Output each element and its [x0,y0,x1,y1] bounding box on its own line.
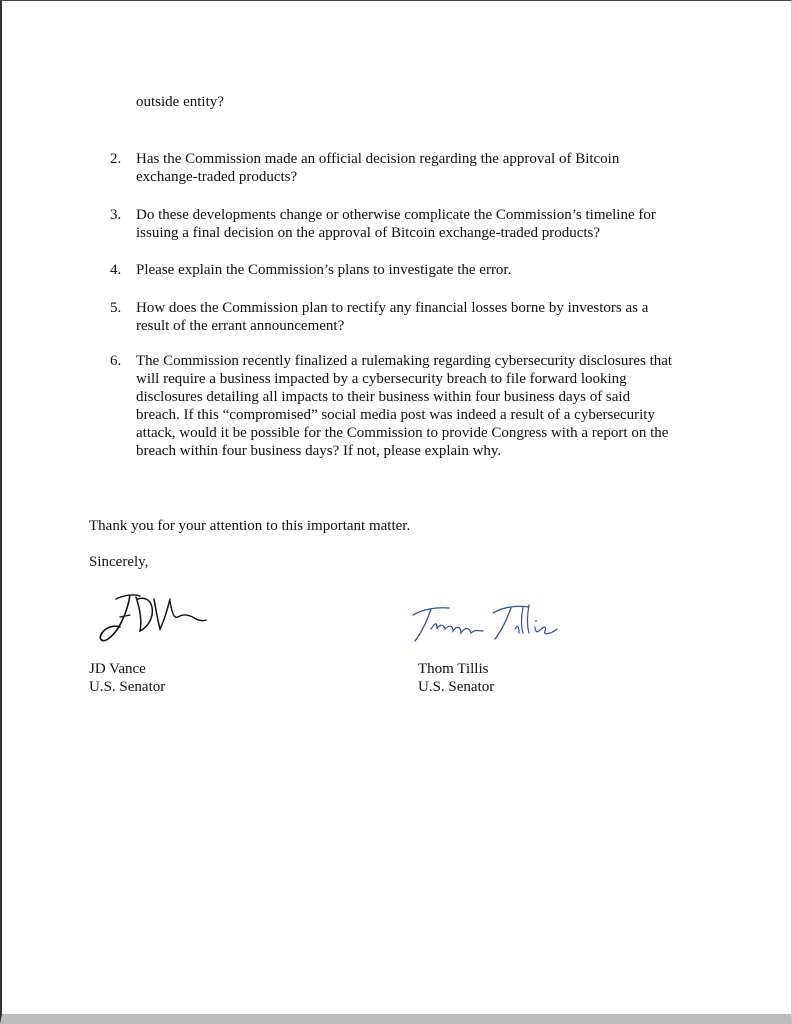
question-line: breach within four business days? If not, please explain why. [136,443,502,459]
question-line: breach. If this “compromised” social media post was indeed a result of a cybersecurity [136,407,655,423]
closing-text: Thank you for your attention to this important matter. [89,518,411,534]
question-text [136,299,701,335]
question-line: attack, would it be possible for the Commission to provide Congress with a report on the [136,425,669,441]
question-line: How does the Commission plan to rectify any financial losses borne by investors as a [136,300,649,316]
question-number: 5. [110,300,122,316]
question-line: disclosures detailing all impacts to their business within four business days of said [136,389,631,405]
signatory-vance [89,660,165,696]
question-line: Do these developments change or otherwise complicate the Commission’s timeline for [136,207,656,223]
vance-signature-icon [90,587,215,647]
question-text [136,206,701,242]
question-line: The Commission recently finalized a rulemaking regarding cybersecurity disclosures that [136,353,673,369]
question-number: 3. [110,207,122,223]
question-line: will require a business impacted by a cybersecurity breach to file forward looking [136,371,627,387]
signatory-name: Thom Tillis [418,661,489,677]
question-text [136,261,701,279]
signatory-title: U.S. Senator [89,679,166,695]
question-text [136,150,701,186]
signatory-title: U.S. Senator [418,679,495,695]
question-line: issuing a final decision on the approval of Bitcoin exchange-traded products? [136,225,601,241]
sign-off: Sincerely, [89,554,149,570]
signatory-tillis [418,660,494,696]
question-number: 6. [110,353,122,369]
question-line: Please explain the Commission’s plans to investigate the error. [136,262,512,278]
question-number: 4. [110,262,122,278]
signatory-name: JD Vance [89,661,146,677]
continuation-text: outside entity? [136,94,224,110]
question-line: Has the Commission made an official decision regarding the approval of Bitcoin [136,151,620,167]
tillis-signature-icon [407,599,567,647]
question-line: result of the errant announcement? [136,318,345,334]
question-line: exchange-traded products? [136,169,298,185]
question-text [136,352,701,460]
question-number: 2. [110,151,122,167]
